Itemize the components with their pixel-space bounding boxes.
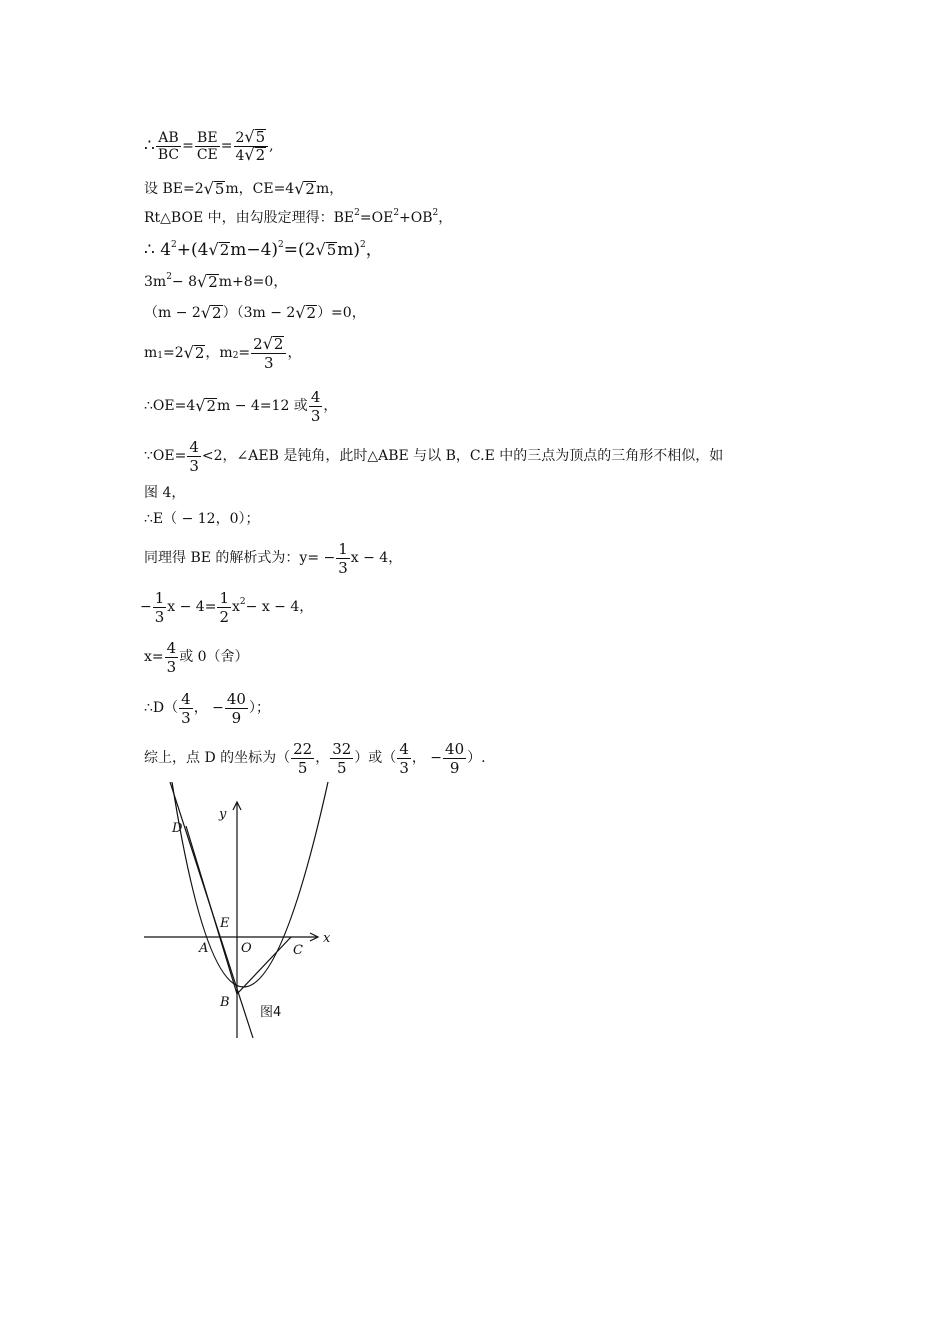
label-e: E <box>220 916 230 931</box>
parabola-curve <box>172 782 328 987</box>
label-a: A <box>199 941 209 956</box>
line-pythagoras: Rt△BOE 中，由勾股定理得：BE $^2$ =OE $^2$ +OB $^2$ ， <box>144 208 453 226</box>
label-x: x <box>323 931 331 946</box>
line-be-expression: 同理得 BE 的解析式为：y= − $\frac{1}{3}$ x − 4， <box>144 539 403 577</box>
fraction: $\frac{4}{3}$ <box>181 689 191 727</box>
fraction: $\frac{22}{5}$ <box>293 739 313 777</box>
line-oe-value: ∴OE=4 √ 2 m − 4=12 或 $\frac{4}{3}$ ， <box>144 387 338 425</box>
sqrt: √ 5 <box>244 126 266 146</box>
label-y: y <box>219 807 227 822</box>
fraction: $\frac{1}{3}$ <box>154 588 165 626</box>
line-x-solution: x= $\frac{4}{3}$ 或 0（舍） <box>144 638 249 676</box>
sqrt: √ 2 <box>294 179 315 198</box>
sqrt: √ 2 <box>262 333 284 353</box>
sqrt: √ 5 <box>203 179 225 198</box>
line-e-point: ∴E（ − 12，0）； <box>144 511 260 527</box>
sqrt: √ 2 <box>183 343 205 362</box>
line-d-point: ∴D（ $\frac{4}{3}$ ， − $\frac{40}{9}$ ）； <box>144 689 270 727</box>
sqrt: √ 2 <box>195 396 216 415</box>
fraction: $\frac{40}{9}$ <box>226 689 246 727</box>
fraction: $\frac{40}{9}$ <box>445 739 465 777</box>
figure-4-diagram <box>140 782 340 1044</box>
fraction: $\frac{4}{3}$ <box>166 638 177 676</box>
label-o: O <box>241 941 252 956</box>
fraction-ab-bc: $\frac{AB}{BC}$ <box>157 129 180 163</box>
line-because-oe: ∵OE= $\frac{4}{3}$ <2，∠AEB 是钝角，此时△ABE 与以 B，C.E 中的三点为顶点的三角形不相似，如 <box>144 437 724 475</box>
figure-caption: 图4 <box>260 1005 282 1020</box>
fraction-root: 2 √ 2 3 <box>251 335 286 372</box>
fraction: $\frac{4}{3}$ <box>189 437 199 475</box>
label-d: D <box>172 821 183 836</box>
fraction-radicals: 2 √ 5 4 √ 2 <box>234 129 269 164</box>
line-conclusion: 综上，点 D 的坐标为（ $\frac{22}{5}$ ， $\frac{32}{5}$ ）或（ $\frac{4}{3}$ ， − $\frac{40}{9}$ ）. <box>144 739 486 777</box>
sqrt: √ 2 <box>295 303 317 322</box>
fraction: $\frac{1}{2}$ <box>219 588 229 626</box>
therefore-symbol: ∴ <box>144 136 155 156</box>
fraction: $\frac{1}{3}$ <box>338 539 348 577</box>
sqrt: √ 2 <box>208 240 230 259</box>
line-roots: m $_1$ =2 √ 2 ，m $_2$ = 2 √ 2 3 ， <box>144 333 302 372</box>
sqrt: √ 2 <box>197 272 218 291</box>
line-ratio: ∴ $\frac{AB}{BC}$ = $\frac{BE}{CE}$ = 2 √ 5 4 √ 2 , <box>144 126 274 164</box>
label-c: C <box>293 943 303 958</box>
line-figure-ref: 图 4， <box>144 485 186 501</box>
sqrt: √ 2 <box>200 303 222 322</box>
line-factored: （m − 2 √ 2 ）（3m − 2 √ 2 ）=0， <box>144 303 366 322</box>
segment-db <box>186 826 237 994</box>
line-set-be-ce: 设 BE=2 √ 5 m，CE=4 √ 2 m， <box>144 179 344 198</box>
line-equation: ∴ 4 $^2$ +(4 √ 2 m−4) $^2$ =(2 √ 5 m) $^2$ ， <box>144 240 383 260</box>
fraction: $\frac{4}{3}$ <box>399 739 409 777</box>
sqrt: √ 5 <box>315 240 337 259</box>
fraction-be-ce: $\frac{BE}{CE}$ <box>196 129 218 163</box>
sqrt: √ 2 <box>244 144 266 164</box>
fraction: $\frac{4}{3}$ <box>310 387 321 425</box>
line-quadratic: 3m $^2$ − 8 √ 2 m+8=0， <box>144 272 288 291</box>
label-b: B <box>220 995 230 1010</box>
line-intersection-eq: − $\frac{1}{3}$ x − 4= $\frac{1}{2}$ x $^2$ − x − 4， <box>140 588 314 626</box>
fraction: $\frac{32}{5}$ <box>332 739 352 777</box>
